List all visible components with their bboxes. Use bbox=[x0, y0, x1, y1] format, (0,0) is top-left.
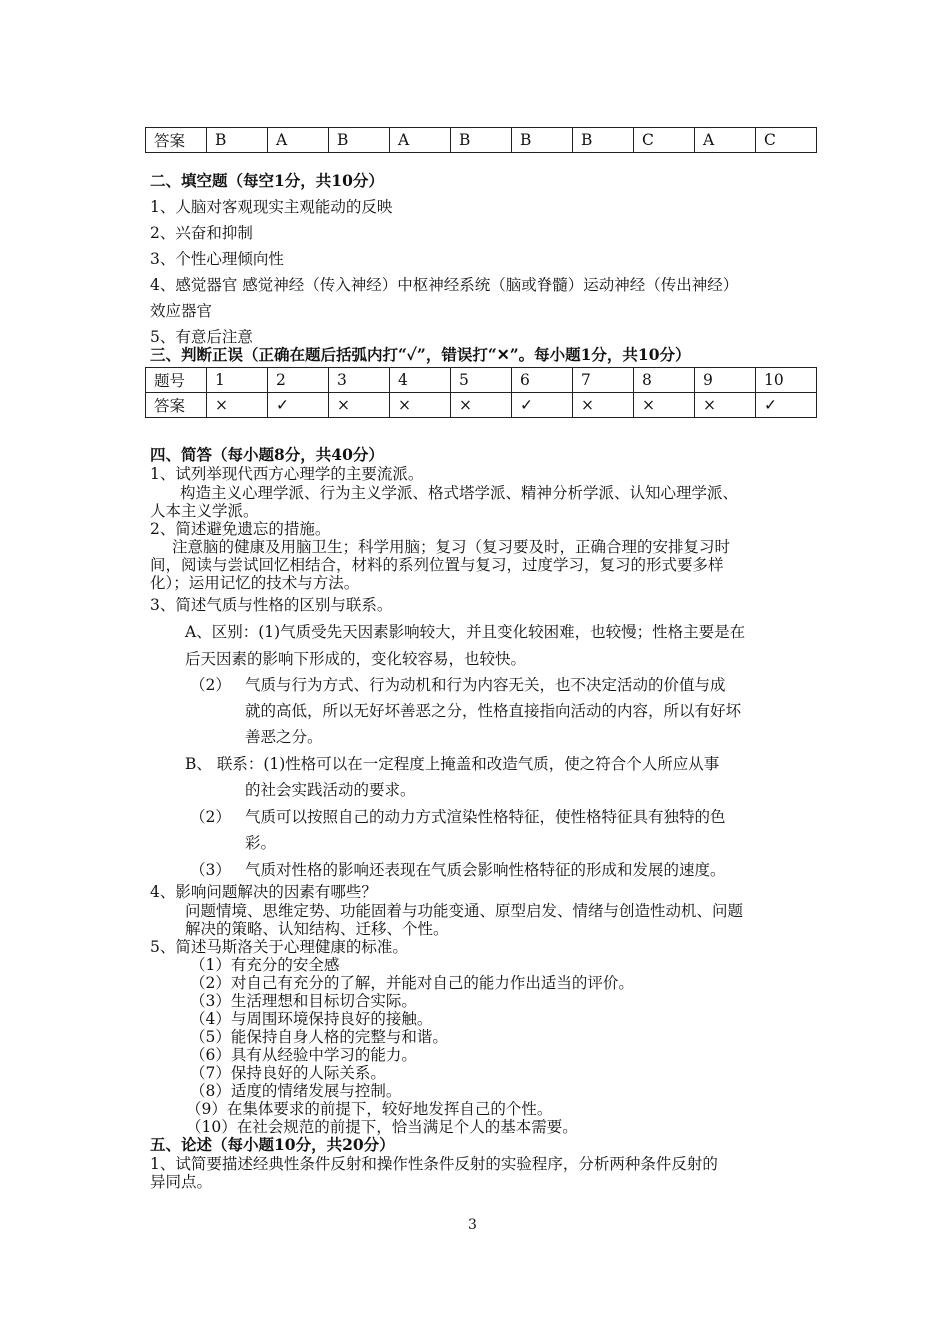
number-cell: 6 bbox=[512, 368, 573, 393]
number-cell: 10 bbox=[756, 368, 817, 393]
mark-cell: ✓ bbox=[512, 393, 573, 418]
number-cell: 7 bbox=[573, 368, 634, 393]
list-item: 效应器官 bbox=[150, 302, 213, 320]
answer-line: 问题情境、思维定势、功能固着与功能变通、原型启发、情绪与创造性动机、问题 bbox=[185, 902, 744, 920]
list-item: （5）能保持自身人格的完整与和谐。 bbox=[190, 1028, 448, 1046]
mark-cell: × bbox=[695, 393, 756, 418]
list-item: 4、感觉器官 感觉神经（传入神经）中枢神经系统（脑或脊髓）运动神经（传出神经） bbox=[150, 276, 739, 294]
answer-line: 气质对性格的影响还表现在气质会影响性格特征的形成和发展的速度。 bbox=[245, 861, 726, 879]
answer-line: 构造主义心理学派、行为主义学派、格式塔学派、精神分析学派、认知心理学派、 bbox=[180, 484, 739, 502]
answer-cell: A bbox=[268, 128, 329, 153]
mark-cell: × bbox=[329, 393, 390, 418]
list-item: 2、兴奋和抑制 bbox=[150, 224, 253, 242]
mc-answer-table bbox=[145, 127, 817, 153]
answer-line: 解决的策略、认知结构、迁移、个性。 bbox=[185, 920, 449, 938]
answer-line: 善恶之分。 bbox=[245, 728, 323, 746]
answer-cell: C bbox=[634, 128, 695, 153]
table-header-cell: 答案 bbox=[146, 128, 207, 153]
true-false-table bbox=[145, 367, 817, 418]
number-cell: 3 bbox=[329, 368, 390, 393]
question: 3、简述气质与性格的区别与联系。 bbox=[150, 596, 393, 614]
answer-line: 就的高低，所以无好坏善恶之分，性格直接指向活动的内容，所以有好坏 bbox=[245, 702, 742, 720]
item-number: （2） bbox=[190, 808, 231, 826]
answer-line: A、区别：(1)气质受先天因素影响较大，并且变化较困难，也较慢；性格主要是在 bbox=[185, 623, 746, 641]
table-header-cell: 答案 bbox=[146, 393, 207, 418]
list-item: （9）在集体要求的前提下，较好地发挥自己的个性。 bbox=[186, 1100, 553, 1118]
mark-cell: × bbox=[390, 393, 451, 418]
number-cell: 4 bbox=[390, 368, 451, 393]
answer-cell: B bbox=[512, 128, 573, 153]
list-item: 5、有意后注意 bbox=[150, 328, 253, 346]
number-cell: 9 bbox=[695, 368, 756, 393]
number-cell: 8 bbox=[634, 368, 695, 393]
answer-line: 人本主义学派。 bbox=[150, 502, 259, 520]
mark-cell: × bbox=[207, 393, 268, 418]
table-row bbox=[146, 128, 817, 153]
number-cell: 1 bbox=[207, 368, 268, 393]
question: 4、影响问题解决的因素有哪些？ bbox=[150, 883, 377, 901]
list-item: （7）保持良好的人际关系。 bbox=[190, 1064, 386, 1082]
answer-line: 注意脑的健康及用脑卫生；科学用脑；复习（复习要及时，正确合理的安排复习时 bbox=[172, 538, 731, 556]
section-2-title: 二、填空题（每空1分，共10分） bbox=[150, 171, 384, 190]
list-item: （10）在社会规范的前提下，恰当满足个人的基本需要。 bbox=[186, 1118, 578, 1136]
list-item: （4）与周围环境保持良好的接触。 bbox=[190, 1010, 433, 1028]
answer-line: 的社会实践活动的要求。 bbox=[245, 781, 416, 799]
section-5-title: 五、论述（每小题10分，共20分） bbox=[150, 1135, 395, 1154]
section-4-title: 四、简答（每小题8分，共40分） bbox=[150, 445, 384, 464]
item-number: （2） bbox=[190, 676, 231, 694]
table-row bbox=[146, 393, 817, 418]
list-item: 3、个性心理倾向性 bbox=[150, 250, 284, 268]
table-header-cell: 题号 bbox=[146, 368, 207, 393]
answer-line: 气质与行为方式、行为动机和行为内容无关，也不决定活动的价值与成 bbox=[245, 676, 726, 694]
mark-cell: ✓ bbox=[268, 393, 329, 418]
answer-cell: B bbox=[451, 128, 512, 153]
answer-line: B、 联系：(1)性格可以在一定程度上掩盖和改造气质，使之符合个人所应从事 bbox=[185, 755, 720, 773]
question: 2、简述避免遗忘的措施。 bbox=[150, 520, 331, 538]
answer-cell: A bbox=[390, 128, 451, 153]
list-item: （2）对自己有充分的了解，并能对自己的能力作出适当的评价。 bbox=[190, 974, 634, 992]
list-item: （6）具有从经验中学习的能力。 bbox=[190, 1046, 417, 1064]
list-item: （8）适度的情绪发展与控制。 bbox=[190, 1082, 402, 1100]
list-item: （1）有充分的安全感 bbox=[190, 956, 340, 974]
answer-cell: C bbox=[756, 128, 817, 153]
item-number: （3） bbox=[190, 861, 231, 879]
page-number: 3 bbox=[468, 1217, 477, 1233]
table-row bbox=[146, 368, 817, 393]
mark-cell: ✓ bbox=[756, 393, 817, 418]
answer-line: 间，阅读与尝试回忆相结合，材料的系列位置与复习，过度学习，复习的形式要多样 bbox=[150, 556, 724, 574]
mark-cell: × bbox=[573, 393, 634, 418]
number-cell: 2 bbox=[268, 368, 329, 393]
mark-cell: × bbox=[634, 393, 695, 418]
question: 异同点。 bbox=[150, 1173, 213, 1191]
number-cell: 5 bbox=[451, 368, 512, 393]
answer-cell: B bbox=[329, 128, 390, 153]
answer-line: 彩。 bbox=[245, 834, 277, 852]
answer-line: 后天因素的影响下形成的，变化较容易，也较快。 bbox=[185, 650, 527, 668]
answer-line: 气质可以按照自己的动力方式渲染性格特征，使性格特征具有独特的色 bbox=[245, 808, 726, 826]
question: 1、试简要描述经典性条件反射和操作性条件反射的实验程序，分析两种条件反射的 bbox=[150, 1155, 718, 1173]
list-item: （3）生活理想和目标切合实际。 bbox=[190, 992, 417, 1010]
mark-cell: × bbox=[451, 393, 512, 418]
question: 5、简述马斯洛关于心理健康的标准。 bbox=[150, 938, 408, 956]
section-3-title: 三、判断正误（正确在题后括弧内打“✓”，错误打“✕”。每小题1分，共10分） bbox=[150, 345, 691, 364]
answer-cell: B bbox=[573, 128, 634, 153]
answer-cell: B bbox=[207, 128, 268, 153]
answer-cell: A bbox=[695, 128, 756, 153]
answer-line: 化）；运用记忆的技术与方法。 bbox=[150, 574, 360, 592]
list-item: 1、人脑对客观现实主观能动的反映 bbox=[150, 198, 393, 216]
question: 1、试列举现代西方心理学的主要流派。 bbox=[150, 465, 424, 483]
